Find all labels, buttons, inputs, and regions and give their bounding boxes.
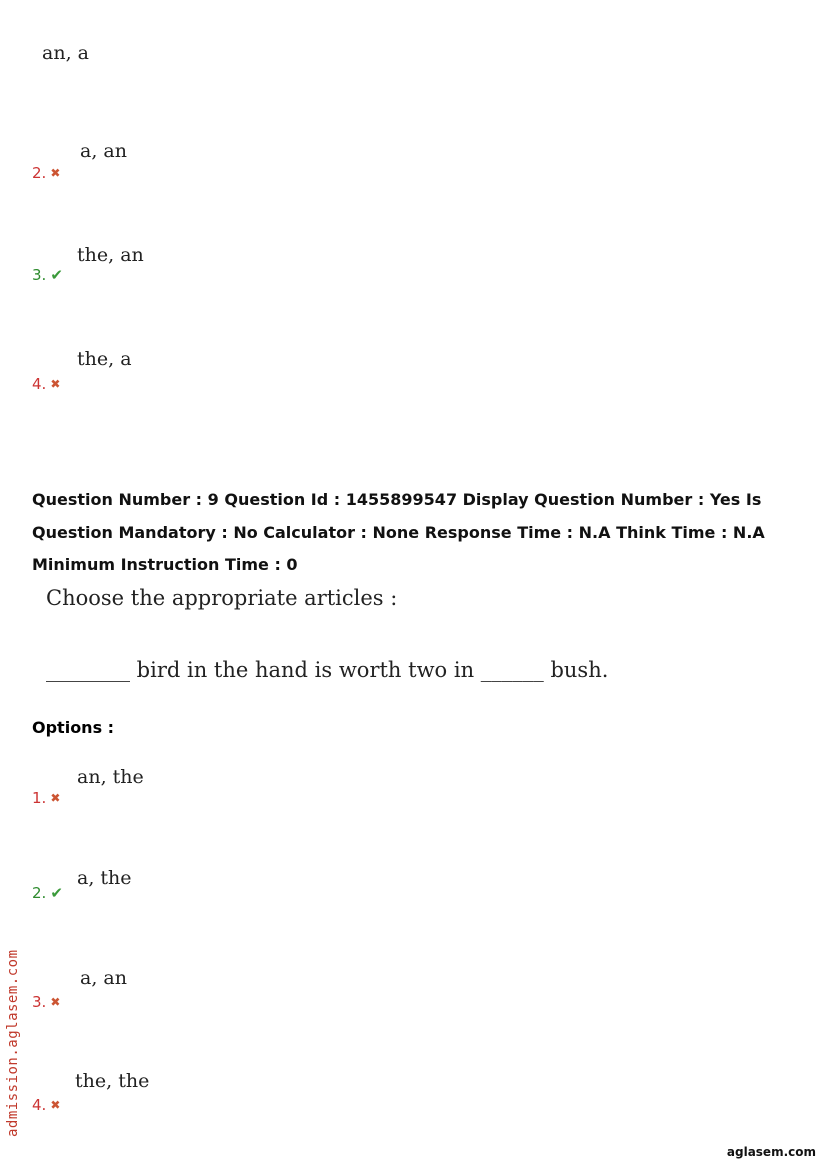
option-number-label: 4. — [32, 1096, 47, 1114]
option-number-label: 2. — [32, 884, 47, 902]
option-number-label: 2. — [32, 164, 47, 182]
option-number — [32, 266, 63, 284]
options-label: Options : — [32, 718, 115, 737]
option-number — [32, 164, 60, 182]
option-text: the, the — [75, 1070, 150, 1092]
question-sentence: ________ bird in the hand is worth two in ______ bush. — [46, 658, 609, 682]
option-text: an, a — [42, 42, 89, 64]
option-number — [32, 1096, 60, 1114]
side-watermark: admission.aglasem.com — [5, 949, 21, 1137]
question-meta: Question Number : 9 Question Id : 1455899547 Display Question Number : Yes Is Question Mandatory : No Calculator : None Response Time : N.A Think Time : N.A Minimum Instruction Time : 0 — [32, 490, 765, 574]
option-number-label: 1. — [32, 789, 47, 807]
question-instruction: Choose the appropriate articles : — [46, 586, 398, 610]
cross-icon: ✖ — [50, 995, 61, 1009]
footer-brand: aglasem.com — [726, 1145, 816, 1159]
option-text: the, an — [77, 244, 144, 266]
option-number — [32, 993, 60, 1011]
option-number-label: 3. — [32, 993, 47, 1011]
option-number — [32, 884, 63, 902]
option-text: a, an — [80, 967, 127, 989]
option-number-label: 3. — [32, 266, 47, 284]
option-number — [32, 375, 60, 393]
check-icon: ✔ — [50, 266, 63, 284]
option-text: the, a — [77, 348, 132, 370]
cross-icon: ✖ — [50, 377, 61, 391]
option-text: a, the — [77, 867, 132, 889]
option-number — [32, 789, 60, 807]
option-text: an, the — [77, 766, 144, 788]
cross-icon: ✖ — [50, 791, 61, 805]
option-number-label: 4. — [32, 375, 47, 393]
check-icon: ✔ — [50, 884, 63, 902]
cross-icon: ✖ — [50, 166, 61, 180]
cross-icon: ✖ — [50, 1098, 61, 1112]
option-text: a, an — [80, 140, 127, 162]
